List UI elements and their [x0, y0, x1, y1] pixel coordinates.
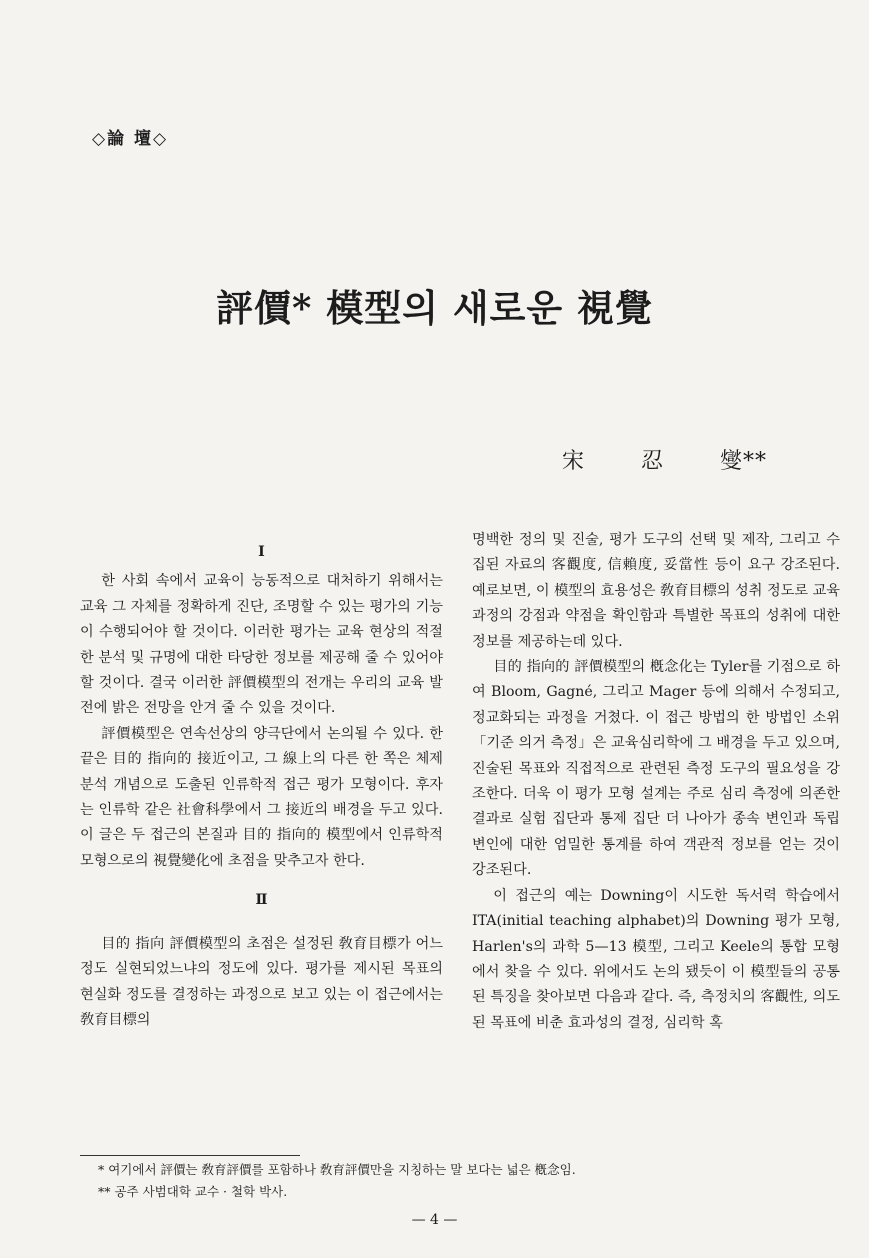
paragraph: 이 접근의 예는 Downing이 시도한 독서력 학습에서 ITA(initial teaching alphabet)의 Downing 평가 모형, Harlen's의 과학 5—13 模型, 그리고 Keele의 통합 모형에서 찾을 수 있다. 위에서도 논의 됐듯이 이 模型들의 공통된 특징을 찾아보면 다음과 같다. 즉, 측정치의 客觀性, 의도된 목표에 비춘 효과성의 결정, 심리학 혹 [472, 887, 840, 1031]
section-tag: ◇論 壇◇ [92, 129, 169, 149]
paragraph: 評價模型은 연속선상의 양극단에서 논의될 수 있다. 한 끝은 目的 指向的 接近이고, 그 線上의 다른 한 쪽은 체제 분석 개념으로 도출된 인류학적 접근 평가 모형이다. 후자는 인류학 같은 社會科學에서 그 接近의 배경을 두고 있다. 이 글은 두 접근의 본질과 目的 指向的 模型에서 인류학적 모형으로의 視覺變化에 초점을 맞추고자 한다. [80, 725, 443, 869]
paragraph: 目的 指向的 評價模型의 槪念化는 Tyler를 기점으로 하여 Bloom, Gagné, 그리고 Mager 등에 의해서 수정되고, 정교화되는 과정을 거쳤다. 이 접근 방법의 한 방법인 소위 「기준 의거 측정」은 교육심리학에 그 배경을 두고 있으며, 진술된 목표와 직접적으로 관련된 측정 도구의 필요성을 강조한다. 더욱 이 평가 모형 설계는 주로 심리 측정에 의존한 결과로 실험 집단과 통제 집단 더 나아가 종속 변인과 독립 변인에 대한 엄밀한 통계를 하여 객관적 정보를 얻는 것이 강조된다. [472, 659, 840, 879]
paragraph: 한 사회 속에서 교육이 능동적으로 대처하기 위해서는 교육 그 자체를 정확하게 진단, 조명할 수 있는 평가의 기능이 수행되어야 할 것이다. 이러한 평가는 교육 현상의 적절한 분석 및 규명에 대한 타당한 정보를 제공해 줄 수 있어야 할 것이다. 결국 이러한 評價模型의 전개는 우리의 교육 발전에 밝은 전망을 안겨 줄 수 있을 것이다. [80, 573, 443, 717]
paragraph: 명백한 정의 및 진술, 평가 도구의 선택 및 제작, 그리고 수집된 자료의 客觀度, 信賴度, 妥當性 등이 요구 강조된다. 예로보면, 이 模型의 효용성은 敎育目標의 성취 정도로 교육 과정의 강점과 약점을 확인함과 특별한 목표의 성취에 대한 정보를 제공하는데 있다. [472, 532, 840, 650]
author-name: 宋 忍 燮** [562, 449, 767, 474]
left-column [80, 540, 443, 1033]
article-title: 評價* 模型의 새로운 視覺 [216, 286, 653, 330]
right-column [472, 528, 840, 1036]
paragraph: 目的 指向 評價模型의 초점은 설정된 敎育目標가 어느 정도 실현되었느냐의 정도에 있다. 평가를 제시된 목표의 현실화 정도를 결정하는 과정으로 보고 있는 이 접근에서는 敎育目標의 [80, 935, 443, 1028]
footnote-divider [80, 1155, 300, 1156]
footnote-2: ** 공주 사범대학 교수 · 철학 박사. [98, 1184, 288, 1199]
section-heading-2: Ⅱ [255, 892, 268, 909]
page-number: — 4 — [411, 1212, 458, 1228]
footnote-1: * 여기에서 評價는 敎育評價를 포함하나 敎育評價만을 지칭하는 말 보다는 넓은 槪念임. [98, 1162, 576, 1177]
section-heading-1: I [258, 544, 265, 560]
